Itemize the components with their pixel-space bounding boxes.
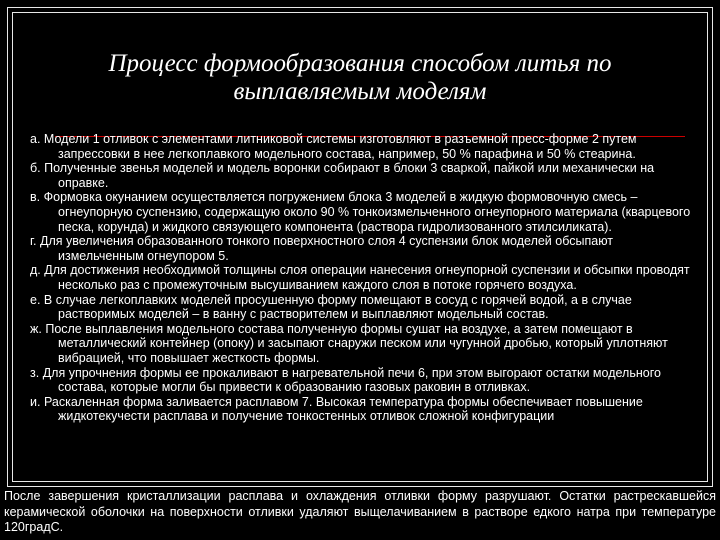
list-item — [30, 322, 700, 366]
item-text: Модели 1 отливок с элементами литниковой системы изготовляют в разъемной пресс-форме 2 путем запрессовки в нее легкоплавкого модельного состава, например, 50 % парафина и 50 % стеарина. — [43, 132, 637, 161]
item-letter: б. — [30, 161, 41, 176]
process-steps-list — [30, 132, 700, 424]
item-letter: в. — [30, 190, 41, 205]
item-text: В случае легкоплавких моделей просушенную форму помещают в сосуд с горячей водой, а в случае растворимых моделей – в ванну с растворителем и выплавляют модельный состав. — [43, 292, 632, 322]
footer-paragraph: После завершения кристаллизации расплава и охлаждения отливки форму разрушают. Остатки растрескавшейся керамической оболочки на поверхности отливки удаляют выщелачиванием в растворе едкого натра при температуре 120градС. — [4, 489, 716, 534]
item-text: Формовка окунанием осуществляется погружением блока 3 моделей в жидкую формовочную смесь – огнеупорную суспензию, содержащую около 90 % тонкоизмельченного огнеупорного материала (кварцевого песка, корунда) и жидкого связующего компонента (раствора гидролизованного этилсиликата). — [43, 190, 691, 234]
item-letter: з. — [30, 365, 40, 380]
item-text: Раскаленная форма заливается расплавом 7. Высокая температура формы обеспечивает повышение жидкотекучести расплава и получение тонкостенных отливок сложной конфигурации — [43, 394, 643, 424]
list-item — [30, 132, 700, 161]
item-letter: а. — [30, 132, 41, 146]
item-letter: и. — [30, 394, 41, 409]
list-item — [30, 263, 700, 292]
item-letter: ж. — [30, 321, 42, 336]
item-text: Полученные звенья моделей и модель воронки собирают в блоки 3 сваркой, пайкой или механически на оправке. — [44, 161, 655, 190]
list-item — [30, 395, 700, 424]
item-letter: г. — [30, 234, 37, 249]
item-text: После выплавления модельного состава полученную формы сушат на воздухе, а затем помещают в металлический контейнер (опоку) и засыпают снаружи песком или чугунной дробью, который уплотняют вибрацией, что повышает жесткость формы. — [45, 321, 668, 365]
list-item — [30, 190, 700, 234]
list-item — [30, 234, 700, 263]
item-text: Для упрочнения формы ее прокаливают в нагревательной печи 6, при этом выгорают остатки модельного состава, которые могли бы привести к образованию газовых раковин в отливках. — [42, 365, 661, 395]
list-item — [30, 366, 700, 395]
item-letter: д. — [30, 263, 41, 278]
list-item — [30, 161, 700, 190]
item-letter: е. — [30, 292, 41, 307]
slide-title: Процесс формообразования способом литья по выплавляемым моделям — [108, 50, 612, 105]
item-text: Для достижения необходимой толщины слоя операции нанесения огнеупорной суспензии и обсыпки проводят несколько раз с промежуточным высушиванием каждого слоя в потоке горячего воздуха. — [44, 263, 690, 292]
item-text: Для увеличения образованного тонкого поверхностного слоя 4 суспензии блок моделей обсыпают измельченным огнеупором 5. — [40, 234, 614, 263]
list-item — [30, 293, 700, 322]
